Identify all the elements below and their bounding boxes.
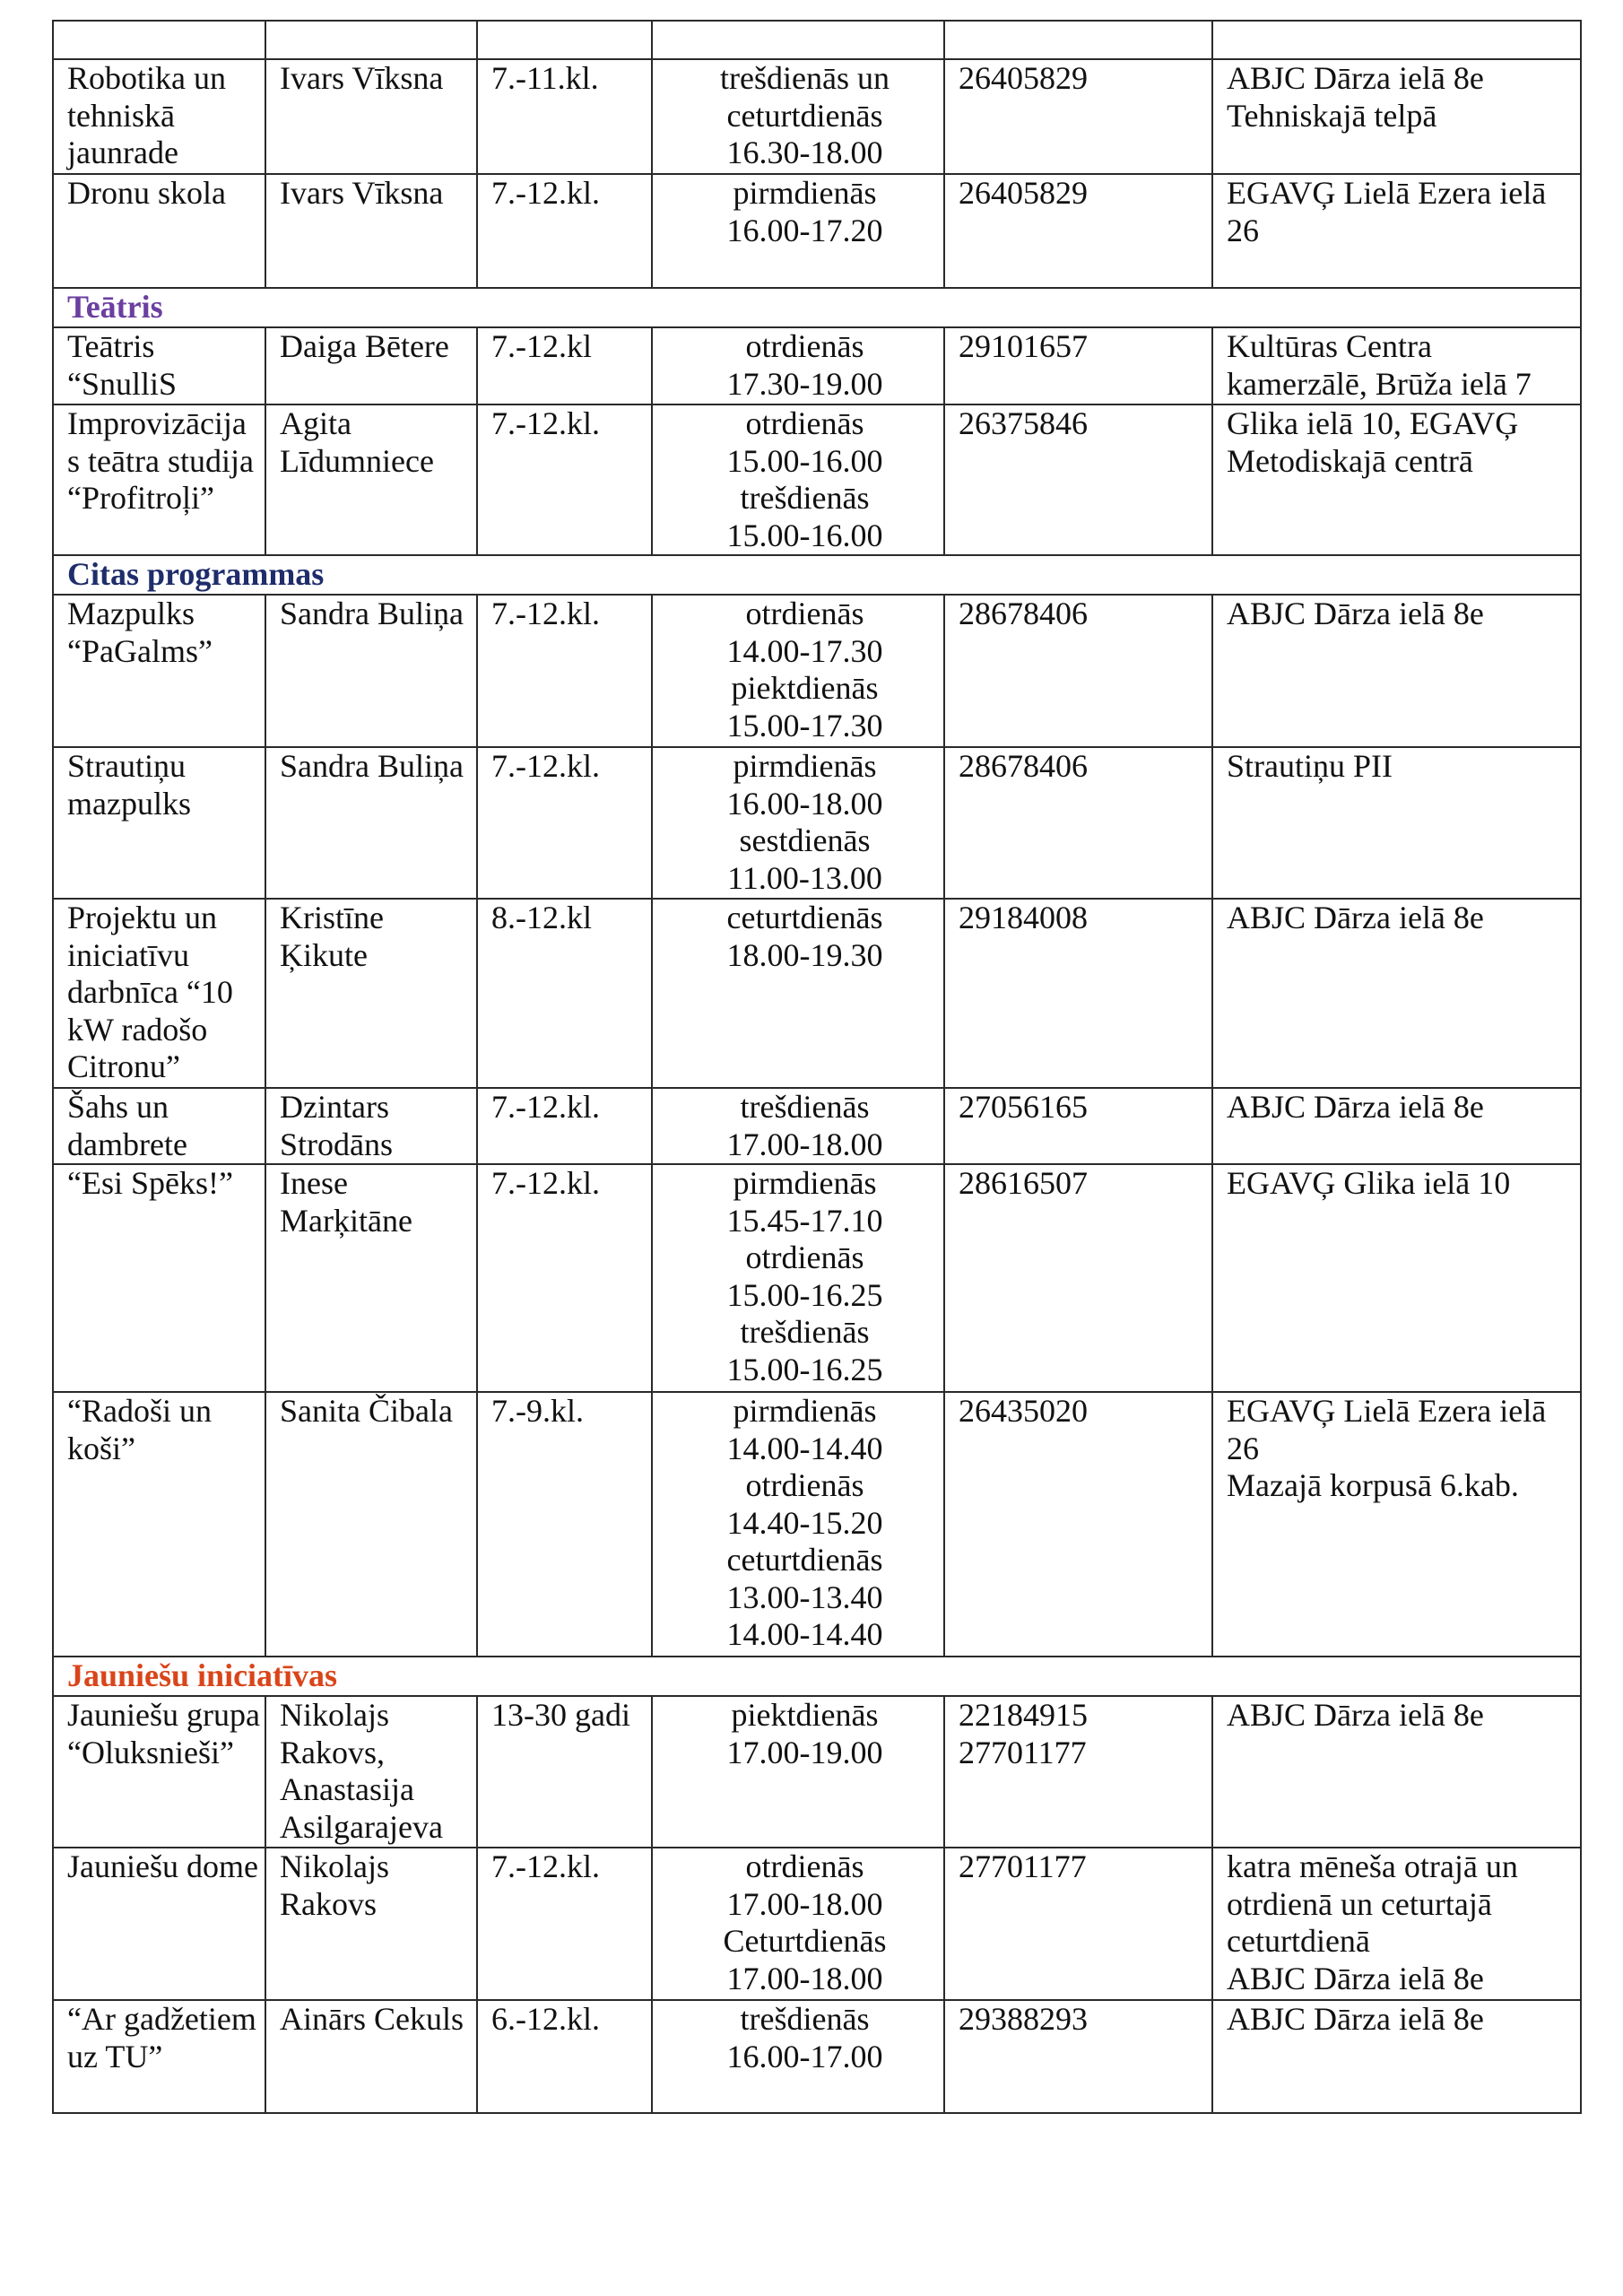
schedule-time (652, 1088, 944, 1164)
schedule-time-line: Ceturtdienās (723, 1923, 887, 1959)
schedule-time-line: 18.00-19.30 (726, 936, 883, 973)
activity-name: “Radoši un koši” (53, 1392, 265, 1657)
phone-number (944, 1696, 1212, 1848)
schedule-time-line: sestdienās (739, 822, 871, 858)
location (1212, 1696, 1581, 1848)
location (1212, 1848, 1581, 2000)
location-line: katra mēneša otrajā un otrdienā un ceturtajā ceturtdienā (1227, 1848, 1518, 1959)
phone-number-line: 27701177 (959, 1848, 1087, 1884)
schedule-time (652, 327, 944, 404)
teacher-name: Inese Marķitāne (265, 1164, 477, 1392)
schedule-time-line: 16.00-17.20 (726, 212, 883, 248)
header-cell (265, 21, 477, 59)
location (1212, 174, 1581, 288)
schedule-time-line: pirmdienās (733, 1393, 877, 1429)
location-line: Glika ielā 10, EGAVĢ Metodiskajā centrā (1227, 405, 1519, 479)
teacher-name: Kristīne Ķikute (265, 899, 477, 1088)
grade-range: 7.-12.kl. (477, 747, 652, 899)
schedule-time-line: 16.00-17.00 (726, 2038, 883, 2074)
schedule-time-line: ceturtdienās (726, 900, 883, 935)
location-line: EGAVĢ Lielā Ezera ielā 26 (1227, 175, 1547, 248)
activity-row (53, 595, 1581, 747)
phone-number (944, 2000, 1212, 2113)
activity-row (53, 1848, 1581, 2000)
location-line: ABJC Dārza ielā 8e (1227, 1697, 1484, 1733)
schedule-time-line: otrdienās (745, 328, 864, 364)
phone-number-line: 28616507 (959, 1165, 1088, 1201)
teacher-name: Dzintars Strodāns (265, 1088, 477, 1164)
phone-number-line: 27056165 (959, 1089, 1088, 1125)
phone-number-line: 29101657 (959, 328, 1088, 364)
schedule-time-line: piektdienās (731, 670, 879, 706)
schedule-time-line: otrdienās (745, 596, 864, 631)
location (1212, 2000, 1581, 2113)
activity-row (53, 899, 1581, 1088)
phone-number (944, 1848, 1212, 2000)
schedule-time-line: 17.30-19.00 (726, 365, 883, 402)
grade-range: 7.-12.kl. (477, 404, 652, 555)
location-line: ABJC Dārza ielā 8e (1227, 1089, 1484, 1125)
phone-number (944, 747, 1212, 899)
schedule-time-line: trešdienās (740, 1089, 870, 1125)
phone-number-line: 28678406 (959, 748, 1088, 784)
location-line: Strautiņu PII (1227, 748, 1393, 784)
schedule-time (652, 747, 944, 899)
phone-number (944, 899, 1212, 1088)
location-line: EGAVĢ Glika ielā 10 (1227, 1165, 1511, 1201)
header-cell (652, 21, 944, 59)
schedule-time-line: piektdienās (731, 1697, 879, 1733)
activity-name: Robotika un tehniskā jaunrade (53, 59, 265, 174)
section-title: Teātris (53, 288, 1581, 327)
header-cell (1212, 21, 1581, 59)
header-cell (477, 21, 652, 59)
grade-range: 7.-12.kl. (477, 174, 652, 288)
activity-row (53, 1088, 1581, 1164)
location-line: Tehniskajā telpā (1227, 97, 1437, 134)
teacher-name: Daiga Bētere (265, 327, 477, 404)
phone-number-line: 26375846 (959, 405, 1088, 441)
schedule-time-line: trešdienās (740, 2001, 870, 2037)
schedule-time-line: ceturtdienās (726, 1542, 883, 1578)
schedule-time (652, 1848, 944, 2000)
schedule-time-line: 15.00-16.25 (726, 1351, 883, 1387)
schedule-time-line: 14.40-15.20 (726, 1504, 883, 1541)
activity-row (53, 1392, 1581, 1657)
grade-range: 7.-12.kl. (477, 1848, 652, 2000)
grade-range: 13-30 gadi (477, 1696, 652, 1848)
schedule-time-line: 14.00-14.40 (726, 1616, 883, 1652)
schedule-time (652, 1164, 944, 1392)
teacher-name: Sandra Buliņa (265, 595, 477, 747)
location (1212, 1392, 1581, 1657)
phone-number-line: 29388293 (959, 2001, 1088, 2037)
activity-name: Šahs un dambrete (53, 1088, 265, 1164)
location (1212, 747, 1581, 899)
location-line: ABJC Dārza ielā 8e (1227, 1960, 1484, 1996)
phone-number (944, 404, 1212, 555)
grade-range: 7.-12.kl. (477, 595, 652, 747)
phone-number (944, 174, 1212, 288)
schedule-time (652, 1392, 944, 1657)
phone-number-line: 22184915 (959, 1697, 1088, 1733)
phone-number-line: 26435020 (959, 1393, 1088, 1429)
activity-name: Improvizācija s teātra studija “Profitroļi” (53, 404, 265, 555)
phone-number-line: 29184008 (959, 900, 1088, 935)
teacher-name: Nikolajs Rakovs (265, 1848, 477, 2000)
location-line: EGAVĢ Lielā Ezera ielā 26 (1227, 1393, 1547, 1466)
activity-name: Teātris “SnulliS (53, 327, 265, 404)
activity-row (53, 747, 1581, 899)
activity-row (53, 1164, 1581, 1392)
location (1212, 1164, 1581, 1392)
location-line: ABJC Dārza ielā 8e (1227, 596, 1484, 631)
schedule-time-line: 17.00-19.00 (726, 1734, 883, 1770)
phone-number-line: 27701177 (959, 1734, 1087, 1770)
schedule-time (652, 1696, 944, 1848)
schedule-time-line: otrdienās (745, 1467, 864, 1503)
activity-row (53, 1696, 1581, 1848)
grade-range: 7.-12.kl. (477, 1164, 652, 1392)
schedule-time (652, 174, 944, 288)
grade-range: 7.-12.kl. (477, 1088, 652, 1164)
section-header-row (53, 1657, 1581, 1696)
teacher-name: Agita Līdumniece (265, 404, 477, 555)
schedule-time-line: 17.00-18.00 (726, 1885, 883, 1922)
phone-number (944, 1088, 1212, 1164)
grade-range: 7.-12.kl (477, 327, 652, 404)
schedule-time-line: 15.45-17.10 (726, 1202, 883, 1239)
schedule-time (652, 2000, 944, 2113)
schedule-time-line: otrdienās (745, 405, 864, 441)
activity-row (53, 174, 1581, 288)
schedule-time-line: 15.00-17.30 (726, 707, 883, 744)
schedule-time (652, 59, 944, 174)
section-title: Citas programmas (53, 555, 1581, 595)
schedule-time-line: otrdienās (745, 1848, 864, 1884)
grade-range: 7.-11.kl. (477, 59, 652, 174)
schedule-time-line: 15.00-16.00 (726, 442, 883, 479)
schedule-time (652, 595, 944, 747)
activity-name: Mazpulks “PaGalms” (53, 595, 265, 747)
activity-name: “Esi Spēks!” (53, 1164, 265, 1392)
activity-name: Strautiņu mazpulks (53, 747, 265, 899)
location (1212, 327, 1581, 404)
phone-number-line: 26405829 (959, 175, 1088, 211)
teacher-name: Ivars Vīksna (265, 174, 477, 288)
location-line: ABJC Dārza ielā 8e (1227, 60, 1484, 96)
schedule-time-line: trešdienās (740, 480, 870, 516)
teacher-name: Ainārs Cekuls (265, 2000, 477, 2113)
location (1212, 1088, 1581, 1164)
activity-row (53, 404, 1581, 555)
header-cell (944, 21, 1212, 59)
section-header-row (53, 288, 1581, 327)
schedule-time-line: otrdienās (745, 1239, 864, 1275)
phone-number (944, 1164, 1212, 1392)
phone-number (944, 1392, 1212, 1657)
grade-range: 8.-12.kl (477, 899, 652, 1088)
schedule-time-line: pirmdienās (733, 748, 877, 784)
schedule-time-line: 17.00-18.00 (726, 1126, 883, 1162)
schedule-time-line: 16.00-18.00 (726, 785, 883, 822)
header-cell (53, 21, 265, 59)
activities-schedule-table (52, 20, 1582, 2114)
activity-row (53, 2000, 1581, 2113)
activity-row (53, 59, 1581, 174)
activity-name: Dronu skola (53, 174, 265, 288)
activity-row (53, 327, 1581, 404)
schedule-time-line: pirmdienās (733, 175, 877, 211)
schedule-time-line: 14.00-14.40 (726, 1430, 883, 1466)
grade-range: 6.-12.kl. (477, 2000, 652, 2113)
teacher-name: Sandra Buliņa (265, 747, 477, 899)
activity-name: Jauniešu grupa “Oluksnieši” (53, 1696, 265, 1848)
location-line: Mazajā korpusā 6.kab. (1227, 1467, 1519, 1503)
section-header-row (53, 555, 1581, 595)
schedule-time-line: ceturtdienās (726, 97, 883, 134)
schedule-time-line: trešdienās (740, 1314, 870, 1350)
schedule-time-line: pirmdienās (733, 1165, 877, 1201)
schedule-time-line: 11.00-13.00 (727, 859, 882, 896)
location-line: ABJC Dārza ielā 8e (1227, 900, 1484, 935)
teacher-name: Sanita Čibala (265, 1392, 477, 1657)
location-line: ABJC Dārza ielā 8e (1227, 2001, 1484, 2037)
phone-number (944, 59, 1212, 174)
phone-number (944, 327, 1212, 404)
schedule-time-line: 16.30-18.00 (726, 135, 883, 170)
header-row (53, 21, 1581, 59)
teacher-name: Ivars Vīksna (265, 59, 477, 174)
teacher-name: Nikolajs Rakovs, Anastasija Asilgarajeva (265, 1696, 477, 1848)
schedule-time-line: 17.00-18.00 (726, 1960, 883, 1996)
schedule-time (652, 899, 944, 1088)
grade-range: 7.-9.kl. (477, 1392, 652, 1657)
section-title: Jauniešu iniciatīvas (53, 1657, 1581, 1696)
schedule-time-line: 15.00-16.25 (726, 1276, 883, 1313)
location-line: Kultūras Centra kamerzālē, Brūža ielā 7 (1227, 328, 1532, 402)
phone-number (944, 595, 1212, 747)
activity-name: “Ar gadžetiem uz TU” (53, 2000, 265, 2113)
activity-name: Projektu un iniciatīvu darbnīca “10 kW radošo Citronu” (53, 899, 265, 1088)
location (1212, 595, 1581, 747)
schedule-time-line: 15.00-16.00 (726, 517, 883, 553)
schedule-time-line: 13.00-13.40 (726, 1578, 883, 1615)
phone-number-line: 28678406 (959, 596, 1088, 631)
location (1212, 59, 1581, 174)
phone-number-line: 26405829 (959, 60, 1088, 96)
location (1212, 899, 1581, 1088)
location (1212, 404, 1581, 555)
activity-name: Jauniešu dome (53, 1848, 265, 2000)
schedule-time-line: 14.00-17.30 (726, 632, 883, 669)
schedule-time (652, 404, 944, 555)
schedule-time-line: trešdienās un (720, 60, 890, 96)
